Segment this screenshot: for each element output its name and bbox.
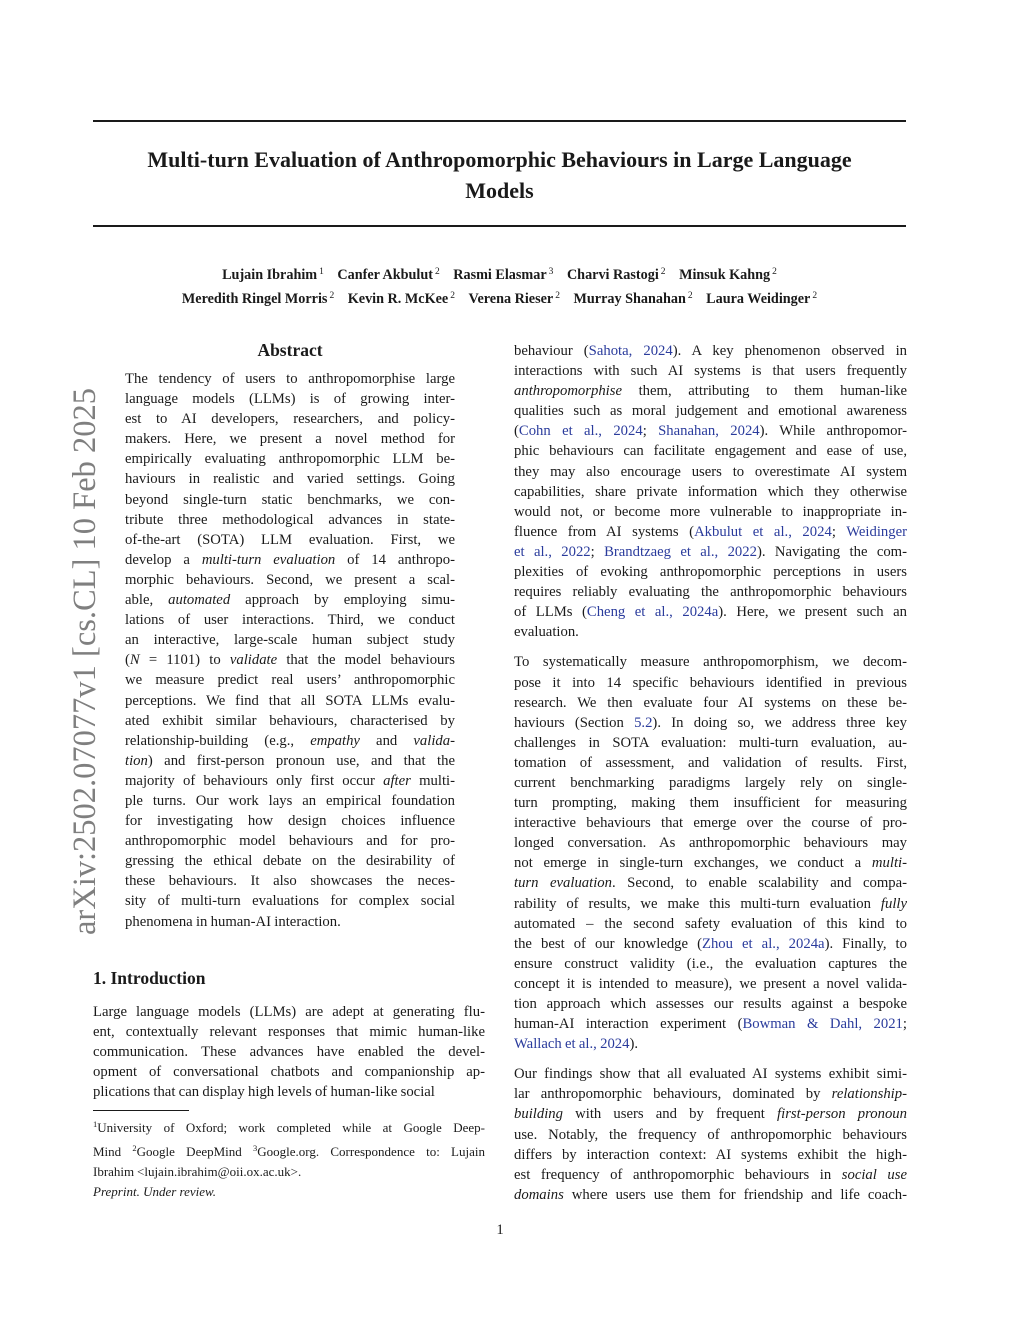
author: Murray Shanahan $^2$ (573, 291, 693, 307)
abstract-line: tion) and first-person pronoun use, and that the (125, 752, 455, 769)
right-column-body (514, 341, 907, 1205)
body-line: turn evaluation. Second, to enable scalability and compa- (514, 875, 907, 892)
emphasis: valida- (413, 732, 455, 749)
abstract-line: ple turns. Our work lays an empirical foundation (125, 792, 455, 809)
abstract-body (125, 369, 455, 932)
paper-title-line: Multi-turn Evaluation of Anthropomorphic Behaviours in Large Language (147, 147, 852, 172)
author-line (93, 286, 906, 310)
body-line: interactions with such AI systems is that users frequently (514, 363, 907, 380)
abstract-heading: Abstract (257, 340, 323, 360)
citation-link[interactable]: Cheng et al., 2024a (586, 604, 719, 621)
body-line: turn prompting, making them insufficient for measuring (514, 795, 907, 812)
body-line: the best of our knowledge (Zhou et al., 2024a). Finally, to (514, 935, 907, 952)
footnote-line: Ibrahim <lujain.ibrahim@oii.ox.ac.uk>. (93, 1164, 302, 1179)
body-line: research. We then evaluate four AI systems on these be- (514, 694, 907, 711)
emphasis: N (129, 652, 140, 669)
body-line: behaviour (Sahota, 2024). A key phenomenon observed in (514, 343, 907, 359)
body-line: est frequency of anthropomorphic behaviours in social use (514, 1166, 908, 1183)
abstract-line: develop a multi-turn evaluation of 14 anthropo- (125, 551, 455, 568)
emphasis: automated (168, 592, 231, 609)
body-line: plexities of evoking anthropomorphic perceptions in users (514, 564, 907, 581)
footnote-rule (93, 1110, 189, 1111)
emphasis: building (514, 1106, 563, 1123)
body-line: use. Notably, the frequency of anthropomorphic behaviours (514, 1126, 907, 1143)
body-line: human-AI interaction experiment (Bowman & Dahl, 2021; (514, 1016, 907, 1033)
emphasis: anthropomorphise (514, 383, 622, 400)
body-line: current benchmarking paradigms largely rely on single- (514, 774, 907, 791)
citation-link[interactable]: Akbulut et al., 2024 (694, 523, 832, 540)
abstract-line: morphic behaviours. Second, we present a scal- (125, 571, 455, 588)
abstract-line: phenomena in human-AI interaction. (125, 913, 341, 930)
author-line (93, 262, 906, 286)
citation-link[interactable]: Brandtzaeg et al., 2022 (604, 543, 757, 560)
abstract-line: perceptions. We find that all SOTA LLMs evalu- (125, 692, 455, 709)
affiliation-marker: 1 (93, 1119, 98, 1129)
paragraph-gap (514, 1054, 907, 1064)
author: Charvi Rastogi $^2$ (566, 267, 666, 283)
body-line: tion approach which assesses our results against a bespoke (514, 996, 907, 1012)
citation-link[interactable]: 5.2 (634, 714, 653, 731)
arxiv-sidebar-stamp: arXiv:2502.07077v1 [cs.CL] 10 Feb 2025 (67, 387, 103, 935)
body-line: requires reliably evaluating the anthropomorphic behaviours (514, 584, 907, 601)
body-line: Our findings show that all evaluated AI systems exhibit simi- (514, 1066, 907, 1083)
paper-title-line: Models (465, 178, 534, 203)
emphasis: tion (125, 752, 148, 769)
abstract-line: relationship-building (e.g., empathy and valida- (125, 732, 455, 749)
author: Verena Rieser $^2$ (468, 291, 560, 307)
introduction-line: plications that can display high levels of human-like social (93, 1084, 435, 1101)
body-line: pose it into 14 specific behaviours identified in previous (514, 674, 907, 691)
body-line: building with users and by frequent first-person pronoun (514, 1106, 907, 1123)
footnote-line: Mind $^2$Google DeepMind $^3$Google.org. Correspondence to: Lujain (93, 1143, 485, 1159)
body-line: qualities such as moral judgement and emotional awareness (514, 403, 907, 420)
body-line: not emerge in single-turn exchanges, we conduct a multi- (514, 855, 907, 872)
abstract-line: language models (LLMs) is of growing inter- (125, 391, 455, 408)
abstract-line: for investigating how design choices influence (125, 813, 455, 830)
body-line: differs by interaction context: AI systems exhibit the high- (514, 1146, 907, 1163)
emphasis: fully (880, 895, 907, 912)
body-line: longed conversation. As anthropomorphic behaviours may (514, 835, 907, 852)
abstract-line: The tendency of users to anthropomorphise large (125, 371, 455, 387)
body-line: of LLMs (Cheng et al., 2024a). Here, we present such an (514, 604, 907, 621)
body-line: evaluation. (514, 624, 579, 641)
emphasis: multi-turn evaluation (201, 551, 336, 568)
introduction-line: ent, contextually relevant responses that mimic human-like (93, 1024, 485, 1041)
emphasis: multi- (871, 855, 907, 872)
affiliation-marker: 3 (253, 1143, 258, 1153)
abstract-line: beyond single-turn static benchmarks, we con- (125, 491, 455, 508)
citation-link[interactable]: Zhou et al., 2024a (701, 935, 825, 952)
body-line: phic behaviours can facilitate engagement and ease of use, (514, 443, 907, 460)
abstract-line: an interactive, large-scale human subject study (125, 632, 455, 649)
title-rule-bottom (93, 225, 906, 227)
abstract-line: haviours in realistic and varied settings. Going (125, 471, 455, 488)
abstract-line: tribute three methodological advances in state- (125, 511, 455, 528)
body-line: haviours (Section 5.2). In doing so, we address three key (514, 714, 907, 731)
author: Minsuk Kahng $^2$ (679, 267, 777, 283)
abstract-line: sity of multi-turn evaluations for complex social (125, 893, 455, 910)
paragraph-gap (514, 642, 907, 652)
citation-link[interactable]: Bowman & Dahl, 2021 (742, 1016, 903, 1033)
abstract-line: (N = 1101) to validate that the model behaviours (125, 652, 455, 669)
body-line: interactive behaviours that emerge over the course of pro- (514, 815, 907, 832)
page-number: 1 (496, 1222, 504, 1238)
affiliation-footnote (93, 1114, 485, 1182)
emphasis: social use (841, 1166, 908, 1183)
abstract-line: ated exhibit similar behaviours, characterised by (125, 712, 455, 729)
body-line: automated – the second safety evaluation of this kind to (514, 915, 907, 932)
author: Kevin R. McKee $^2$ (347, 291, 455, 307)
abstract-line: lations of user interactions. Third, we conduct (125, 612, 455, 629)
body-line: To systematically measure anthropomorphism, we decom- (514, 654, 907, 671)
body-line: they may also encourage users to overestimate AI system (514, 463, 907, 480)
section-heading-introduction: 1. Introduction (93, 968, 206, 988)
citation-link[interactable]: Wallach et al., 2024 (514, 1036, 630, 1053)
body-line: capabilities, share private information which they otherwise (514, 483, 907, 500)
body-line: concept it is intended to measure), we present a novel valida- (514, 975, 907, 992)
introduction-line: communication. These advances have enabled the devel- (93, 1044, 485, 1061)
citation-link[interactable]: Cohn et al., 2024 (518, 423, 643, 440)
abstract-line: anthropomorphic model behaviours and for pro- (125, 833, 455, 850)
emphasis: empathy (310, 732, 360, 749)
abstract-line: est to AI developers, researchers, and policy- (125, 411, 455, 428)
abstract-line: gressing the ethical debate on the desirability of (125, 853, 455, 870)
author-list (93, 262, 906, 310)
body-line: Wallach et al., 2024). (514, 1036, 639, 1053)
citation-link[interactable]: Weidinger (846, 523, 907, 540)
emphasis: first-person pronoun (777, 1106, 907, 1123)
body-line: anthropomorphise them, attributing to them human-like (514, 383, 907, 400)
emphasis: after (383, 772, 411, 789)
citation-link[interactable]: Sahota, 2024 (588, 343, 673, 359)
body-line: lar anthropomorphic behaviours, dominated by relationship- (514, 1086, 907, 1103)
preprint-notice: Preprint. Under review. (93, 1184, 216, 1199)
body-line: domains where users use them for friendship and life coach- (514, 1186, 907, 1203)
body-line: et al., 2022; Brandtzaeg et al., 2022). Navigating the com- (514, 543, 907, 560)
abstract-line: able, automated approach by employing simu- (125, 592, 455, 609)
body-line: ensure construct validity (i.e., the evaluation captures the (514, 955, 907, 972)
author: Meredith Ringel Morris $^2$ (181, 291, 335, 307)
body-line: (Cohn et al., 2024; Shanahan, 2024). While anthropomor- (514, 423, 907, 440)
introduction-line: Large language models (LLMs) are adept at generating flu- (93, 1004, 485, 1020)
emphasis: validate (229, 652, 278, 669)
body-line: would not, or become more vulnerable to inappropriate in- (514, 503, 907, 520)
introduction-body (93, 1002, 485, 1102)
emphasis: domains (514, 1186, 564, 1203)
author: Canfer Akbulut $^2$ (337, 267, 440, 283)
introduction-line: opment of conversational chatbots and companionship ap- (93, 1064, 485, 1081)
abstract-line: makers. Here, we present a novel method for (125, 431, 455, 448)
author: Laura Weidinger $^2$ (706, 291, 818, 307)
emphasis: relationship- (831, 1086, 907, 1103)
footnote-line: $^1$University of Oxford; work completed while at Google Deep- (93, 1119, 485, 1135)
author: Lujain Ibrahim $^1$ (222, 267, 324, 283)
abstract-line: these behaviours. It also showcases the neces- (125, 873, 455, 890)
abstract-line: we measure predict real users’ anthropomorphic (125, 672, 455, 689)
abstract-line: of-the-art (SOTA) LLM evaluation. First, we (125, 531, 455, 548)
abstract-line: majority of behaviours only first occur after multi- (125, 772, 455, 789)
abstract-line: empirically evaluating anthropomorphic LLM be- (125, 451, 455, 468)
body-line: fluence from AI systems (Akbulut et al., 2024; Weidinger (514, 523, 907, 540)
paper-title (93, 144, 906, 206)
citation-link[interactable]: Shanahan, 2024 (658, 423, 760, 440)
emphasis: turn evaluation (514, 875, 612, 892)
title-rule-top (93, 120, 906, 122)
citation-link[interactable]: et al., 2022 (514, 543, 591, 560)
body-line: challenges in SOTA evaluation: multi-turn evaluation, au- (514, 734, 907, 751)
body-line: rability of results, we make this multi-turn evaluation fully (514, 895, 907, 912)
author: Rasmi Elasmar $^3$ (453, 267, 554, 283)
affiliation-marker: 2 (132, 1143, 137, 1153)
body-line: tomation of assessment, and validation of results. First, (514, 754, 907, 771)
